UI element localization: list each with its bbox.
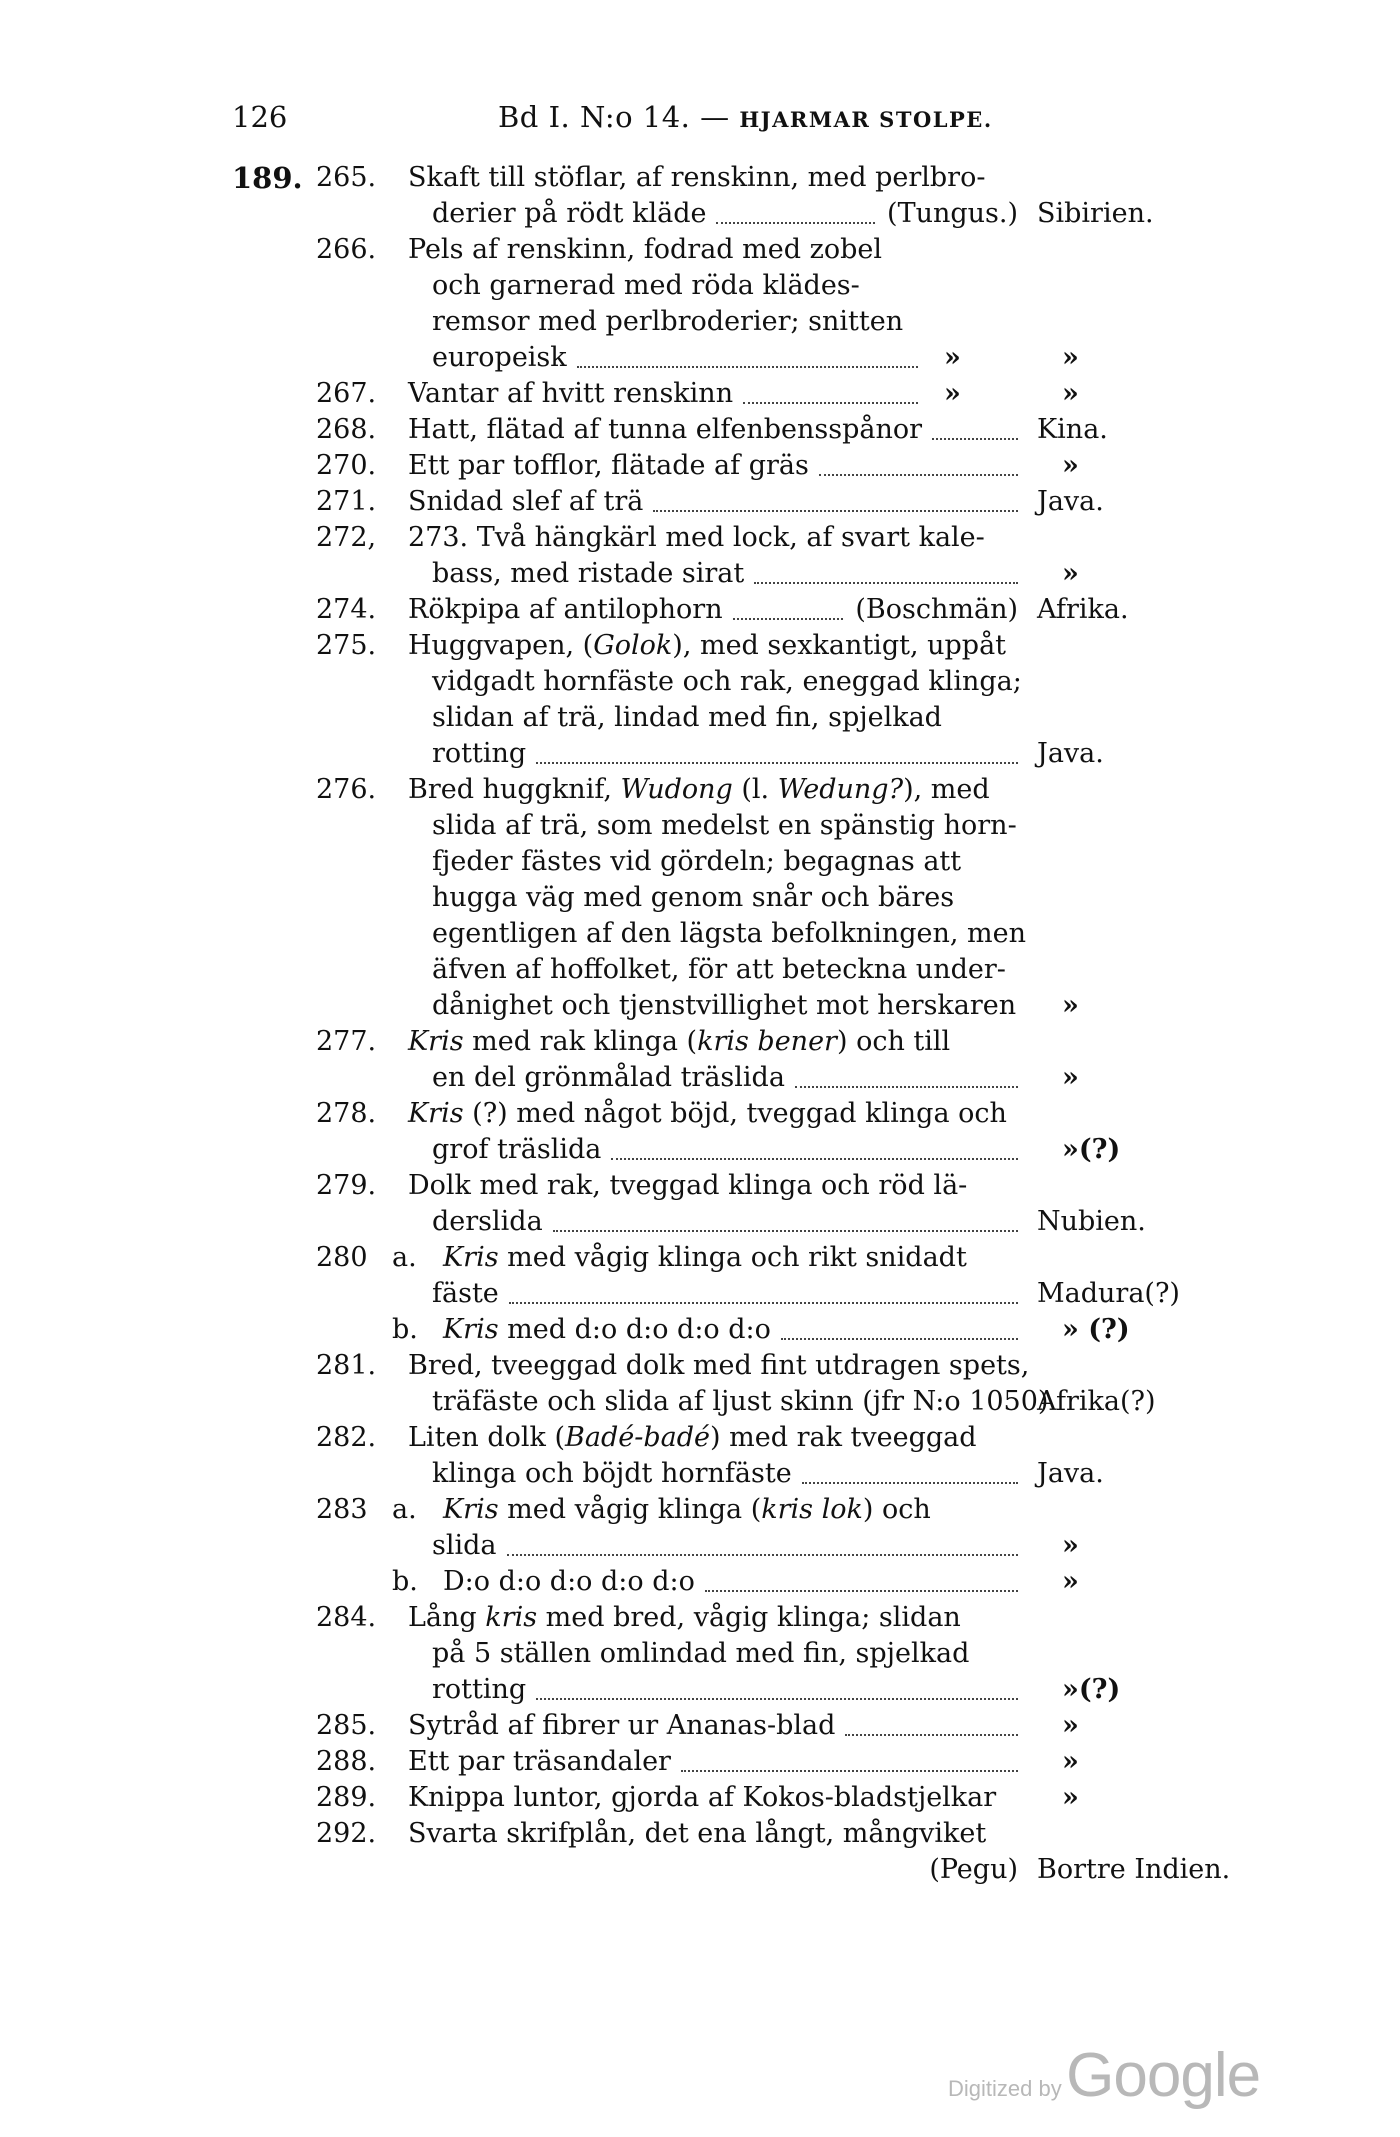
item-text: klinga och böjdt hornfäste: [432, 1458, 792, 1489]
entry-line: [0, 1528, 1400, 1564]
item-text: en del grönmålad träslida: [432, 1062, 785, 1093]
item-number: 288.: [316, 1746, 377, 1777]
item-text: egentligen af den lägsta befolkningen, men: [432, 918, 1026, 949]
item-number: 270.: [316, 450, 377, 481]
origin-place: Afrika(?): [1037, 1386, 1156, 1417]
digitized-watermark: [948, 2040, 1260, 2111]
item-number: 266.: [316, 234, 377, 265]
entry-line: [0, 1384, 1400, 1420]
dotted-leader: [611, 1156, 1018, 1160]
item-text: 273. Två hängkärl med lock, af svart kale-: [408, 522, 985, 553]
dotted-leader: [802, 1480, 1018, 1484]
entry-line: [0, 592, 1400, 628]
entry-line: [0, 1024, 1400, 1060]
origin-place: Afrika.: [1037, 594, 1129, 625]
item-sub-letter: a.: [392, 1494, 417, 1525]
dotted-leader: [781, 1336, 1018, 1340]
item-number: 272,: [316, 522, 377, 553]
entry-line: [0, 448, 1400, 484]
dotted-leader: [653, 508, 1018, 512]
item-number: 289.: [316, 1782, 377, 1813]
entry-line: [0, 700, 1400, 736]
item-text: Kris med vågig klinga (kris lok) och: [443, 1494, 931, 1525]
dotted-leader: [507, 1552, 1018, 1556]
dotted-leader: [819, 472, 1018, 476]
origin-place: Sibirien.: [1037, 198, 1154, 229]
dotted-leader: [743, 400, 918, 404]
item-text: vidgadt hornfäste och rak, eneggad klinga;: [432, 666, 1022, 697]
ditto-mark: »: [944, 378, 961, 409]
item-text: Sytråd af fibrer ur Ananas-blad: [408, 1710, 836, 1741]
entry-line: [0, 1060, 1400, 1096]
origin-place: Java.: [1037, 738, 1104, 769]
entry-line: [0, 520, 1400, 556]
entry-line: [0, 232, 1400, 268]
item-text: grof träslida: [432, 1134, 602, 1165]
item-text: Lång kris med bred, vågig klinga; slidan: [408, 1602, 961, 1633]
entry-line: [0, 952, 1400, 988]
entry-line: [0, 628, 1400, 664]
item-text: Bred, tveeggad dolk med fint utdragen spets,: [408, 1350, 1030, 1381]
entry-line: [0, 196, 1400, 232]
origin-place: Nubien.: [1037, 1206, 1146, 1237]
dotted-leader: [681, 1768, 1018, 1772]
item-number: 280: [316, 1242, 368, 1273]
running-head-prefix: Bd I. N:o 14. —: [498, 100, 730, 134]
section-number: 189.: [232, 161, 303, 195]
item-text: Kris med d:o d:o d:o d:o: [443, 1314, 771, 1345]
entry-line: [0, 1600, 1400, 1636]
dotted-leader: [509, 1300, 1018, 1304]
ditto-mark: »: [1062, 558, 1079, 589]
entry-line: [0, 376, 1400, 412]
item-text: fäste: [432, 1278, 499, 1309]
ditto-mark: »: [944, 342, 961, 373]
people-name: (Pegu): [929, 1854, 1018, 1885]
entry-line: [0, 844, 1400, 880]
item-number: 292.: [316, 1818, 377, 1849]
origin-place: Madura(?): [1037, 1278, 1180, 1309]
item-text: Skaft till stöflar, af renskinn, med perlbro-: [408, 162, 986, 193]
entry-line: [0, 1420, 1400, 1456]
item-text: hugga väg med genom snår och bäres: [432, 882, 955, 913]
google-logo: Google: [1066, 2041, 1261, 2110]
item-text: träfäste och slida af ljust skinn (jfr N:o 1050): [432, 1386, 1049, 1417]
entry-line: [0, 1168, 1400, 1204]
entry-line: [0, 1672, 1400, 1708]
entry-line: [0, 1096, 1400, 1132]
entry-line: [0, 1636, 1400, 1672]
item-text: Vantar af hvitt renskinn: [408, 378, 734, 409]
dotted-leader: [932, 436, 1018, 440]
people-name: (Boschmän): [855, 594, 1018, 625]
people-name: (Tungus.): [887, 198, 1018, 229]
dotted-leader: [536, 1696, 1018, 1700]
entry-line: [0, 1492, 1400, 1528]
item-number: 282.: [316, 1422, 377, 1453]
ditto-mark: »: [1062, 1746, 1079, 1777]
dotted-leader: [845, 1732, 1018, 1736]
item-text: Bred huggknif, Wudong (l. Wedung?), med: [408, 774, 990, 805]
item-sub-letter: b.: [392, 1566, 418, 1597]
item-number: 278.: [316, 1098, 377, 1129]
item-text: äfven af hoffolket, för att beteckna under-: [432, 954, 1006, 985]
entry-line: [0, 988, 1400, 1024]
item-text: D:o d:o d:o d:o d:o: [443, 1566, 695, 1597]
ditto-mark: »: [1062, 990, 1079, 1021]
origin-place: Kina.: [1037, 414, 1108, 445]
ditto-mark: »: [1062, 1566, 1079, 1597]
entry-line: [0, 1276, 1400, 1312]
dotted-leader: [716, 220, 875, 224]
running-head-author: HJARMAR STOLPE.: [739, 107, 993, 132]
item-number: 275.: [316, 630, 377, 661]
item-text: Ett par tofflor, flätade af gräs: [408, 450, 809, 481]
item-number: 276.: [316, 774, 377, 805]
item-text: slida: [432, 1530, 497, 1561]
entry-line: [0, 880, 1400, 916]
dotted-leader: [705, 1588, 1018, 1592]
ditto-mark: »(?): [1062, 1134, 1121, 1165]
origin-place: Bortre Indien.: [1037, 1854, 1231, 1885]
item-text: fjeder fästes vid gördeln; begagnas att: [432, 846, 962, 877]
dotted-leader: [536, 760, 1018, 764]
entry-line: [0, 1780, 1400, 1816]
item-text: derier på rödt kläde: [432, 198, 707, 229]
entry-line: [0, 484, 1400, 520]
entry-line: [0, 268, 1400, 304]
ditto-mark: »: [1062, 1062, 1079, 1093]
item-text: remsor med perlbroderier; snitten: [432, 306, 904, 337]
item-text: Rökpipa af antilophorn: [408, 594, 723, 625]
entry-line: [0, 916, 1400, 952]
item-text: och garnerad med röda klädes-: [432, 270, 860, 301]
ditto-mark: »: [1062, 1782, 1079, 1813]
item-text: Snidad slef af trä: [408, 486, 644, 517]
entry-line: [0, 340, 1400, 376]
item-sub-letter: a.: [392, 1242, 417, 1273]
entry-line: [0, 808, 1400, 844]
item-text: rotting: [432, 738, 527, 769]
ditto-mark: »: [1062, 378, 1079, 409]
entry-line: [0, 412, 1400, 448]
entry-line: [0, 1852, 1400, 1888]
item-number: 284.: [316, 1602, 377, 1633]
entry-line: [0, 160, 1400, 196]
origin-place: Java.: [1037, 1458, 1104, 1489]
ditto-mark: »: [1062, 1530, 1079, 1561]
entry-line: [0, 664, 1400, 700]
item-number: 268.: [316, 414, 377, 445]
page-number: 126: [232, 100, 288, 134]
ditto-mark: »: [1062, 1710, 1079, 1741]
item-number: 265.: [316, 162, 377, 193]
item-text: Knippa luntor, gjorda af Kokos-bladstjelkar: [408, 1782, 997, 1813]
item-number: 267.: [316, 378, 377, 409]
dotted-leader: [733, 616, 843, 620]
item-number: 281.: [316, 1350, 377, 1381]
item-text: slida af trä, som medelst en spänstig horn-: [432, 810, 1017, 841]
entry-line: [0, 1312, 1400, 1348]
item-number: 274.: [316, 594, 377, 625]
entry-line: [0, 736, 1400, 772]
dotted-leader: [577, 364, 918, 368]
ditto-mark: »: [1062, 342, 1079, 373]
item-text: på 5 ställen omlindad med fin, spjelkad: [432, 1638, 970, 1669]
entry-line: [0, 1708, 1400, 1744]
item-number: 285.: [316, 1710, 377, 1741]
digitized-by-text: Digitized by: [948, 2076, 1062, 2101]
item-text: Liten dolk (Badé-badé) med rak tveeggad: [408, 1422, 977, 1453]
ditto-mark: »: [1062, 450, 1079, 481]
entry-line: [0, 1456, 1400, 1492]
item-number: 271.: [316, 486, 377, 517]
item-text: Ett par träsandaler: [408, 1746, 671, 1777]
item-sub-letter: b.: [392, 1314, 418, 1345]
item-number: 277.: [316, 1026, 377, 1057]
item-text: Kris (?) med något böjd, tveggad klinga och: [408, 1098, 1007, 1129]
item-text: dånighet och tjenstvillighet mot herskaren: [432, 990, 1017, 1021]
entry-line: [0, 1348, 1400, 1384]
item-text: Pels af renskinn, fodrad med zobel: [408, 234, 882, 265]
item-text: Hatt, flätad af tunna elfenbensspånor: [408, 414, 923, 445]
ditto-mark: »(?): [1062, 1674, 1121, 1705]
item-text: europeisk: [432, 342, 567, 373]
item-text: rotting: [432, 1674, 527, 1705]
entry-line: [0, 556, 1400, 592]
item-number: 283: [316, 1494, 368, 1525]
entry-line: [0, 772, 1400, 808]
item-text: Kris med rak klinga (kris bener) och till: [408, 1026, 951, 1057]
item-text: bass, med ristade sirat: [432, 558, 745, 589]
running-head: [498, 100, 993, 134]
page-header: [0, 100, 1400, 140]
item-text: Huggvapen, (Golok), med sexkantigt, uppåt: [408, 630, 1007, 661]
item-text: derslida: [432, 1206, 543, 1237]
entry-line: [0, 1240, 1400, 1276]
item-number: 279.: [316, 1170, 377, 1201]
item-text: Dolk med rak, tveggad klinga och röd lä-: [408, 1170, 968, 1201]
item-text: Svarta skrifplån, det ena långt, mångviket: [408, 1818, 987, 1849]
dotted-leader: [553, 1228, 1018, 1232]
dotted-leader: [795, 1084, 1018, 1088]
ditto-mark: » (?): [1062, 1314, 1130, 1345]
item-text: Kris med vågig klinga och rikt snidadt: [443, 1242, 967, 1273]
entry-line: [0, 304, 1400, 340]
entry-line: [0, 1744, 1400, 1780]
item-text: slidan af trä, lindad med fin, spjelkad: [432, 702, 942, 733]
dotted-leader: [754, 580, 1018, 584]
entry-line: [0, 1204, 1400, 1240]
entry-line: [0, 1564, 1400, 1600]
entry-line: [0, 1816, 1400, 1852]
origin-place: Java.: [1037, 486, 1104, 517]
entry-line: [0, 1132, 1400, 1168]
